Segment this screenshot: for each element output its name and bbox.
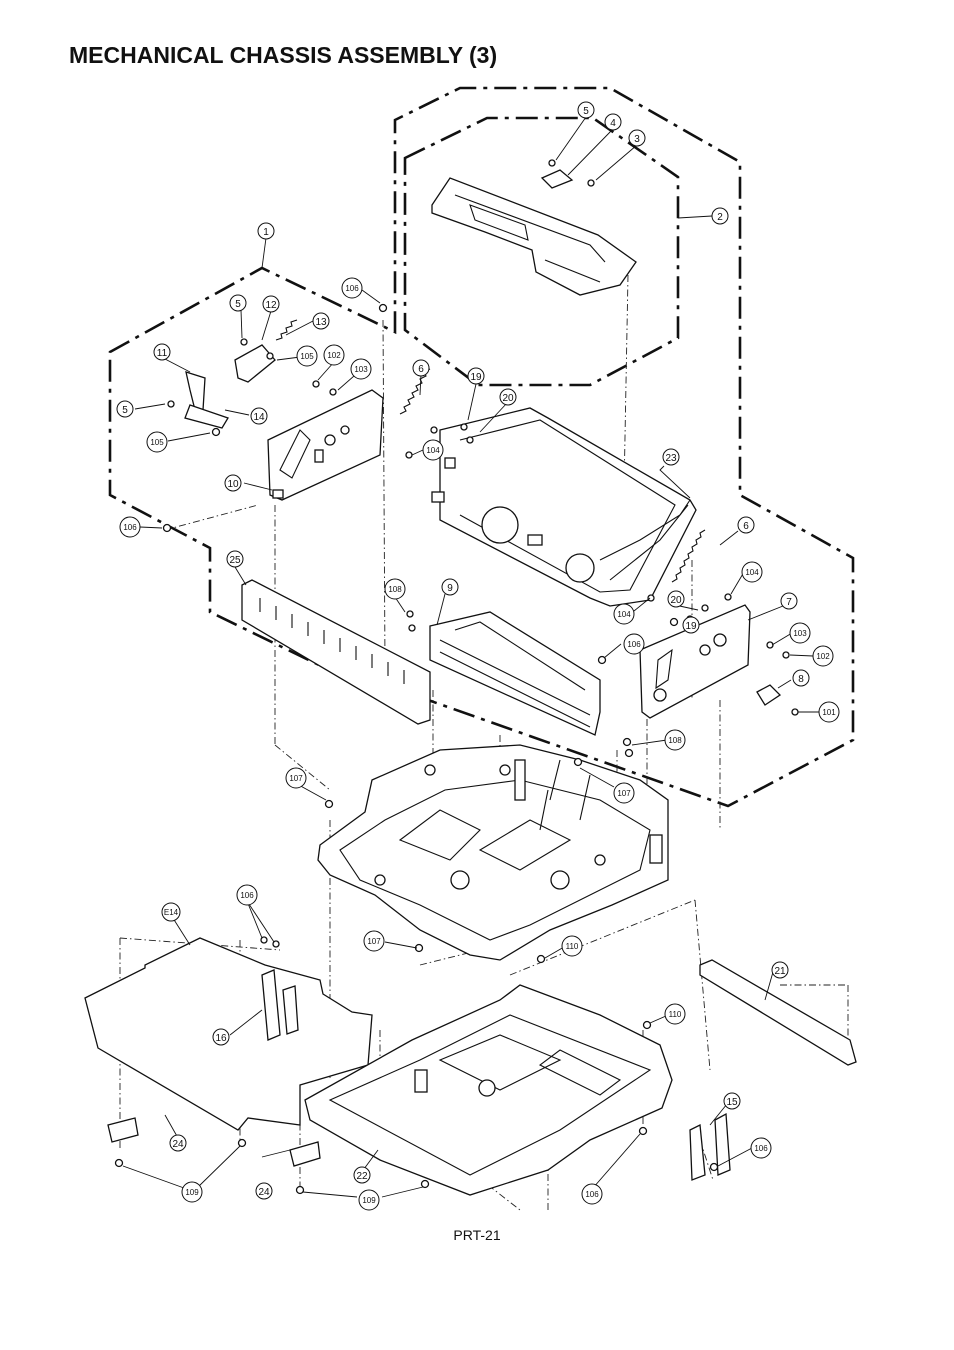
svg-text:108: 108 xyxy=(668,736,682,745)
svg-text:106: 106 xyxy=(627,640,641,649)
svg-text:E14: E14 xyxy=(163,908,179,917)
callout-e14 xyxy=(162,903,180,921)
svg-text:22: 22 xyxy=(356,1171,368,1182)
callout-107-a xyxy=(286,768,306,788)
callout-12 xyxy=(263,296,279,312)
svg-text:11: 11 xyxy=(156,348,168,359)
svg-text:110: 110 xyxy=(565,942,579,951)
page-title: MECHANICAL CHASSIS ASSEMBLY (3) xyxy=(69,42,498,68)
svg-text:8: 8 xyxy=(798,674,804,685)
callout-5-left xyxy=(230,295,246,311)
part-center-rail xyxy=(430,612,600,735)
svg-text:24: 24 xyxy=(172,1139,184,1150)
svg-text:103: 103 xyxy=(793,629,807,638)
part-left-side-plate xyxy=(168,339,383,500)
callout-104-b xyxy=(742,562,762,582)
svg-text:5: 5 xyxy=(235,299,241,310)
svg-text:107: 107 xyxy=(617,789,631,798)
callout-7 xyxy=(781,593,797,609)
callout-9 xyxy=(442,579,458,595)
callout-1 xyxy=(258,223,274,239)
svg-text:107: 107 xyxy=(289,774,303,783)
callout-106-a xyxy=(342,278,362,298)
svg-text:106: 106 xyxy=(754,1144,768,1153)
callout-19-b xyxy=(683,617,699,633)
page-footer: PRT-21 xyxy=(453,1227,501,1243)
callout-2 xyxy=(712,208,728,224)
callout-109-a xyxy=(182,1182,202,1202)
callout-21 xyxy=(772,962,788,978)
part-right-side-plate xyxy=(640,605,780,718)
callout-25 xyxy=(227,551,243,567)
callout-109-b xyxy=(359,1190,379,1210)
svg-text:13: 13 xyxy=(315,317,327,328)
callout-108-a xyxy=(385,579,405,599)
svg-text:25: 25 xyxy=(229,555,241,566)
callout-103-a xyxy=(351,359,371,379)
callout-102-b xyxy=(813,646,833,666)
part-feet xyxy=(108,1118,320,1166)
callout-5-top xyxy=(578,102,594,118)
svg-text:9: 9 xyxy=(447,583,453,594)
svg-text:21: 21 xyxy=(774,966,786,977)
callout-6-a xyxy=(413,360,429,376)
callout-106-b xyxy=(120,517,140,537)
part-left-rail xyxy=(242,580,430,724)
callout-6-b xyxy=(738,517,754,533)
svg-text:5: 5 xyxy=(583,106,589,117)
svg-text:10: 10 xyxy=(227,479,239,490)
callout-23 xyxy=(663,449,679,465)
callout-103-b xyxy=(790,623,810,643)
svg-text:16: 16 xyxy=(215,1033,227,1044)
svg-text:5: 5 xyxy=(122,405,128,416)
callout-15 xyxy=(724,1093,740,1109)
part-mechanism-chassis xyxy=(318,745,668,960)
svg-text:109: 109 xyxy=(362,1196,376,1205)
svg-text:101: 101 xyxy=(822,708,836,717)
svg-text:110: 110 xyxy=(668,1010,682,1019)
svg-text:102: 102 xyxy=(327,351,341,360)
callout-106-d xyxy=(237,885,257,905)
callout-16 xyxy=(213,1029,229,1045)
svg-text:24: 24 xyxy=(258,1187,270,1198)
svg-text:14: 14 xyxy=(253,412,265,423)
callout-24-b xyxy=(256,1183,272,1199)
svg-text:103: 103 xyxy=(354,365,368,374)
callout-108-b xyxy=(665,730,685,750)
svg-text:105: 105 xyxy=(150,438,164,447)
callout-24-a xyxy=(170,1135,186,1151)
svg-text:106: 106 xyxy=(240,891,254,900)
callout-5-mid xyxy=(117,401,133,417)
svg-text:108: 108 xyxy=(388,585,402,594)
callout-105-b xyxy=(147,432,167,452)
callout-104-a xyxy=(423,440,443,460)
callout-107-b xyxy=(614,783,634,803)
callout-13 xyxy=(313,313,329,329)
svg-text:104: 104 xyxy=(745,568,759,577)
callout-22 xyxy=(354,1167,370,1183)
callout-20-a xyxy=(500,389,516,405)
callout-110-b xyxy=(665,1004,685,1024)
callout-20-b xyxy=(668,591,684,607)
svg-text:19: 19 xyxy=(470,372,482,383)
callout-106-e xyxy=(751,1138,771,1158)
svg-text:104: 104 xyxy=(617,610,631,619)
callout-101 xyxy=(819,702,839,722)
svg-text:104: 104 xyxy=(426,446,440,455)
svg-text:109: 109 xyxy=(185,1188,199,1197)
svg-text:6: 6 xyxy=(418,364,424,375)
callout-10 xyxy=(225,475,241,491)
svg-text:106: 106 xyxy=(345,284,359,293)
svg-text:106: 106 xyxy=(123,523,137,532)
svg-text:15: 15 xyxy=(726,1097,738,1108)
callout-11 xyxy=(154,344,170,360)
svg-text:6: 6 xyxy=(743,521,749,532)
svg-text:2: 2 xyxy=(717,212,723,223)
svg-text:107: 107 xyxy=(367,937,381,946)
callout-107-c xyxy=(364,931,384,951)
svg-text:1: 1 xyxy=(263,227,269,238)
callout-105-a xyxy=(297,346,317,366)
svg-text:20: 20 xyxy=(670,595,682,606)
svg-text:106: 106 xyxy=(585,1190,599,1199)
svg-text:102: 102 xyxy=(816,652,830,661)
svg-text:3: 3 xyxy=(634,134,640,145)
callout-8 xyxy=(793,670,809,686)
callout-102-a xyxy=(324,345,344,365)
callout-106-c xyxy=(624,634,644,654)
callout-4 xyxy=(605,114,621,130)
svg-text:7: 7 xyxy=(786,597,792,608)
callout-110-a xyxy=(562,936,582,956)
svg-text:23: 23 xyxy=(665,453,677,464)
callout-104-c xyxy=(614,604,634,624)
svg-text:19: 19 xyxy=(685,621,697,632)
svg-text:105: 105 xyxy=(300,352,314,361)
part-top-bracket xyxy=(432,160,636,295)
callout-106-f xyxy=(582,1184,602,1204)
callout-19-a xyxy=(468,368,484,384)
svg-text:12: 12 xyxy=(265,300,277,311)
svg-text:20: 20 xyxy=(502,393,514,404)
callout-3 xyxy=(629,130,645,146)
callout-14 xyxy=(251,408,267,424)
svg-text:4: 4 xyxy=(610,118,616,129)
